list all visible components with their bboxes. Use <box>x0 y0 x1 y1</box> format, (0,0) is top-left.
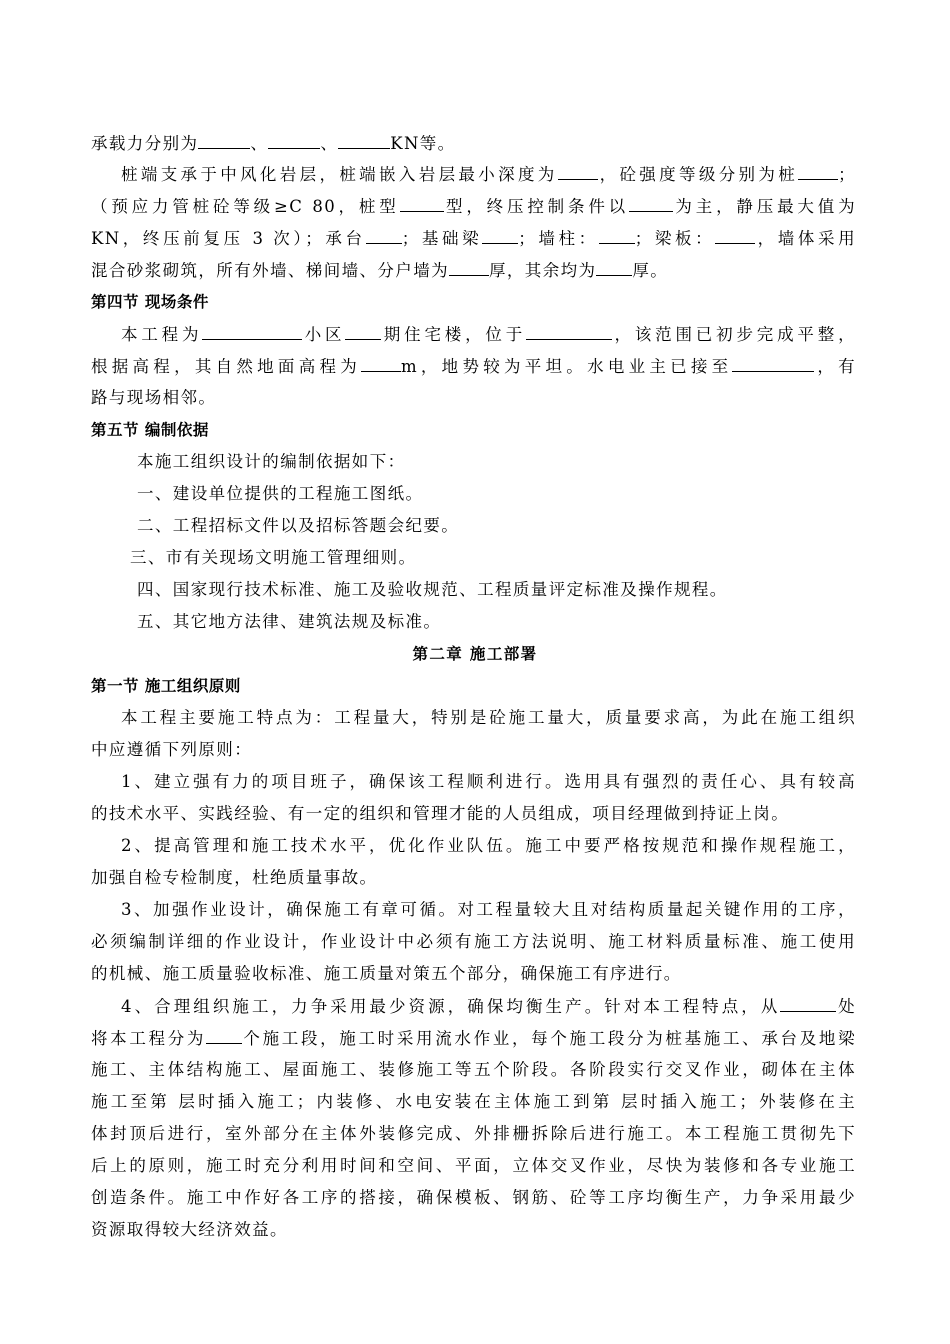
paragraph-line <box>91 133 856 154</box>
paragraph-line <box>121 996 856 1017</box>
blank-field <box>780 996 836 1012</box>
text-run: 承载力分别为 <box>91 134 199 153</box>
section-heading: 第五节 编制依据 <box>91 421 209 439</box>
blank-field <box>732 356 814 372</box>
text-run: ； <box>838 165 856 184</box>
list-item: 四、国家现行技术标准、施工及验收规范、工程质量评定标准及操作规程。 <box>137 580 728 599</box>
text-run: 将本工程分为 <box>91 1029 207 1048</box>
text-run: 桩端支承于中风化岩层，桩端嵌入岩层最小深度为 <box>121 165 558 184</box>
paragraph-line: 1、建立强有力的项目班子，确保该工程顺利进行。选用具有强烈的责任心、具有较高 <box>121 772 856 791</box>
blank-field <box>599 228 635 244</box>
text-run: 厚。 <box>632 261 669 280</box>
blank-field <box>482 228 518 244</box>
text-run: 根据高程，其自然地面高程为 <box>91 357 361 376</box>
paragraph-line: 路与现场相邻。 <box>91 388 217 407</box>
text-run: ；墙柱： <box>518 229 599 248</box>
paragraph-line: 后上的原则，施工时充分利用时间和空间、平面，立体交叉作业，尽快为装修和各专业施工 <box>91 1156 856 1175</box>
paragraph-line: 资源取得较大经济效益。 <box>91 1220 288 1239</box>
text-run: 厚，其余均为 <box>489 261 597 280</box>
paragraph-line: 中应遵循下列原则： <box>91 740 253 759</box>
blank-field <box>338 133 390 149</box>
text-run: ，墙体采用 <box>755 229 856 248</box>
paragraph-line: 本工程主要施工特点为：工程量大，特别是砼施工量大，质量要求高，为此在施工组织 <box>121 708 856 727</box>
text-run: ；梁板： <box>634 229 716 248</box>
text-run: 、 <box>250 134 269 153</box>
text-run: m，地势较为平坦。水电业主已接至 <box>401 357 733 376</box>
blank-field <box>361 356 401 372</box>
text-run: 本工程为 <box>121 325 203 344</box>
paragraph-line: 施工至第 层时插入施工；内装修、水电安装在主体施工到第 层时插入施工；外装修在主 <box>91 1092 856 1111</box>
paragraph-line <box>91 228 856 249</box>
blank-field <box>198 133 250 149</box>
blank-field <box>798 164 838 180</box>
blank-field <box>202 324 302 340</box>
text-run: ，有 <box>814 357 856 376</box>
blank-field <box>715 228 755 244</box>
paragraph-line <box>91 1028 856 1049</box>
blank-field <box>345 324 381 340</box>
text-run: ，砼强度等级分别为桩 <box>597 165 799 184</box>
text-run: 个施工段，施工时采用流水作业，每个施工段分为桩基施工、承台及地梁 <box>242 1029 856 1048</box>
paragraph-line: 2、提高管理和施工技术水平，优化作业队伍。施工中要严格按规范和操作规程施工， <box>121 836 856 855</box>
list-item: 二、工程招标文件以及招标答题会纪要。 <box>137 516 460 535</box>
text-run: 、 <box>320 134 339 153</box>
paragraph-line: 体封顶后进行，室外部分在主体外装修完成、外排栅拆除后进行施工。本工程施工贯彻先下 <box>91 1124 856 1143</box>
text-run: 期住宅楼，位于 <box>381 325 527 344</box>
paragraph-line <box>91 356 856 377</box>
paragraph-line: 创造条件。施工中作好各工序的搭接，确保模板、钢筋、砼等工序均衡生产，力争采用最少 <box>91 1188 856 1207</box>
paragraph-line: 施工、主体结构施工、屋面施工、装修施工等五个阶段。各阶段实行交叉作业，砌体在主体 <box>91 1060 856 1079</box>
blank-field <box>400 196 444 212</box>
text-run: 为主，静压最大值为 <box>673 197 856 216</box>
list-item: 三、市有关现场文明施工管理细则。 <box>130 548 417 567</box>
blank-field <box>366 228 402 244</box>
section-heading: 第一节 施工组织原则 <box>91 677 241 695</box>
blank-field <box>558 164 598 180</box>
text-run: KN等。 <box>390 134 456 153</box>
text-run: 型，终压控制条件以 <box>443 197 629 216</box>
blank-field <box>449 260 489 276</box>
blank-field <box>526 324 612 340</box>
paragraph-line <box>91 260 856 281</box>
text-run: （预应力管桩砼等级≥C 80，桩型 <box>91 197 400 216</box>
text-run: 混合砂浆砌筑，所有外墙、梯间墙、分户墙为 <box>91 261 449 280</box>
list-item: 五、其它地方法律、建筑法规及标准。 <box>137 612 442 631</box>
list-item: 一、建设单位提供的工程施工图纸。 <box>137 484 424 503</box>
paragraph-line: 的技术水平、实践经验、有一定的组织和管理才能的人员组成，项目经理做到持证上岗。 <box>91 804 790 823</box>
text-run: 处 <box>836 997 856 1016</box>
paragraph-line: 的机械、施工质量验收标准、施工质量对策五个部分，确保施工有序进行。 <box>91 964 682 983</box>
text-run: ；基础梁 <box>401 229 483 248</box>
text-run: ，该范围已初步完成平整， <box>612 325 856 344</box>
paragraph-line <box>121 164 856 185</box>
blank-field <box>629 196 673 212</box>
blank-field <box>596 260 632 276</box>
paragraph-line: 必须编制详细的作业设计，作业设计中必须有施工方法说明、施工材料质量标准、施工使用 <box>91 932 856 951</box>
paragraph-line: 3、加强作业设计，确保施工有章可循。对工程量较大且对结构质量起关键作用的工序， <box>121 900 856 919</box>
paragraph-line <box>121 324 856 345</box>
text-run: KN，终压前复压 3 次）；承台 <box>91 229 366 248</box>
text-run: 4、合理组织施工，力争采用最少资源，确保均衡生产。针对本工程特点，从 <box>121 997 781 1016</box>
text-run: 小区 <box>302 325 346 344</box>
paragraph-line: 加强自检专检制度，杜绝质量事故。 <box>91 868 378 887</box>
section-heading: 第四节 现场条件 <box>91 293 209 311</box>
blank-field <box>268 133 320 149</box>
blank-field <box>206 1028 242 1044</box>
chapter-title: 第二章 施工部署 <box>412 645 538 663</box>
paragraph-line: 本施工组织设计的编制依据如下： <box>137 452 406 471</box>
paragraph-line <box>91 196 856 217</box>
